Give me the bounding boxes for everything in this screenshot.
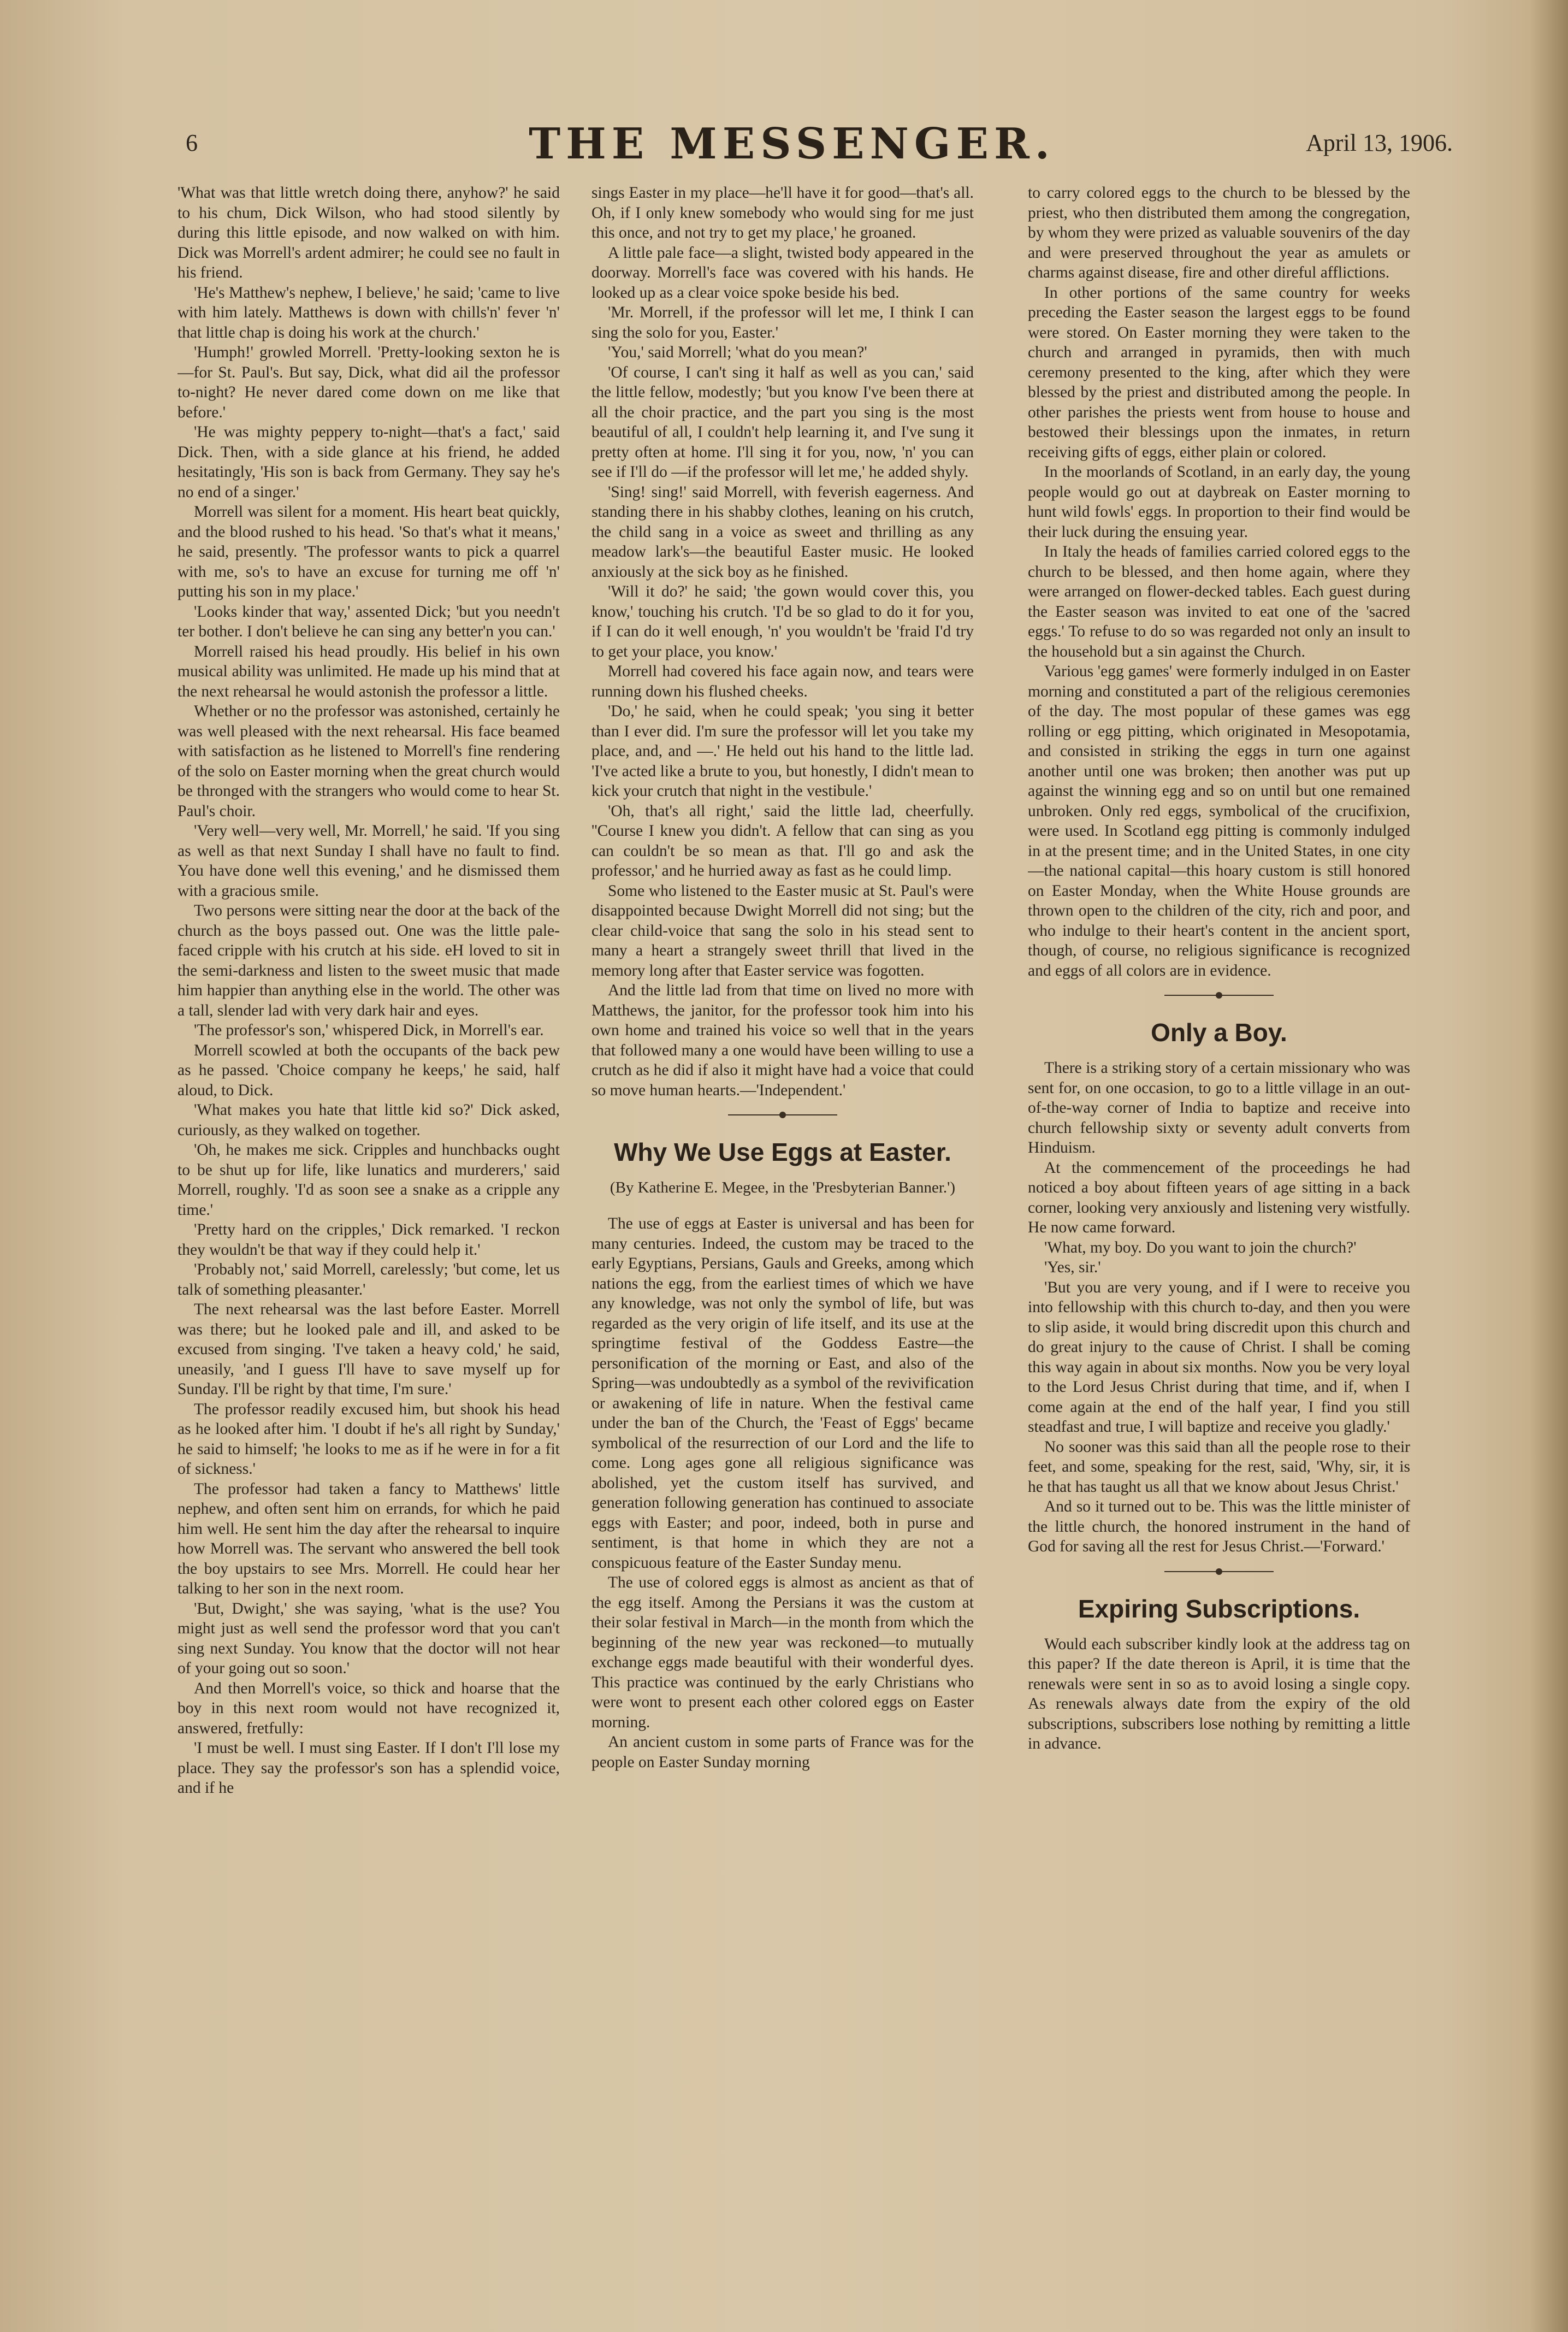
paragraph: 'What was that little wretch doing there, anyhow?' he said to his chum, Dick Wilson, who had stood silently by during this little episode, and now walked on with him. Dick was Morrell's ardent admirer; he could see no fault in his friend. xyxy=(177,184,560,281)
paragraph: 'Oh, that's all right,' said the little lad, cheerfully. ''Course I knew you didn't. A fellow that can sing as you can couldn't be so mean as that. I'll go and ask the professor,' and he hurried away as fast as he could limp. xyxy=(591,802,974,879)
paragraph: to carry colored eggs to the church to be blessed by the priest, who then distributed them among the congregation, by whom they were prized as valuable souvenirs of the day and were preserved throughout the year as amulets or charms against disease, fire and other direful afflictions. xyxy=(1028,184,1410,281)
paragraph: The next rehearsal was the last before Easter. Morrell was there; but he looked pale and ill, and asked to be excused from singing. 'I've taken a heavy cold,' he said, uneasily, 'and I guess I'll have to save myself up for Sunday. I'll be right by that time, I'm sure.' xyxy=(177,1301,560,1398)
paragraph: 'The professor's son,' whispered Dick, in Morrell's ear. xyxy=(194,1022,544,1039)
article-byline: (By Katherine E. Megee, in the 'Presbyterian Banner.') xyxy=(610,1179,956,1196)
paragraph: 'Very well—very well, Mr. Morrell,' he said. 'If you sing as well as that next Sunday I shall have no fault to find. You have done well this evening,' and he dismissed them with a gracious smile. xyxy=(177,822,560,900)
paragraph: Morrell scowled at both the occupants of the back pew as he passed. 'Choice company he keeps,' he said, half aloud, to Dick. xyxy=(177,1041,560,1099)
page-edge-shadow xyxy=(1530,0,1568,2332)
paragraph: 'Do,' he said, when he could speak; 'you sing it better than I ever did. I'm sure the professor will let you take my place, and, and —.' He held out his hand to the little lad. 'I've acted like a brute to you, but honestly, I didn't mean to kick your crutch that night in the vestibule.' xyxy=(591,702,974,800)
issue-date: April 13, 1906. xyxy=(1306,129,1453,156)
article-headline-expiring-subscriptions: Expiring Subscriptions. xyxy=(1078,1594,1360,1623)
page-number: 6 xyxy=(186,129,198,156)
paragraph: 'I must be well. I must sing Easter. If I don't I'll lose my place. They say the professor's son has a splendid voice, and if he xyxy=(177,1739,560,1797)
paragraph: And then Morrell's voice, so thick and hoarse that the boy in this next room would not have recognized it, answered, fretfully: xyxy=(177,1679,560,1737)
paragraph: 'Yes, sir.' xyxy=(1044,1259,1101,1276)
paragraph: 'Of course, I can't sing it half as well as you can,' said the little fellow, modestly; 'but you know I've been there at all the choir practice, and the part you sing is the most beautiful of all, I couldn't help learning it, and I've sung it pretty often at home. I'll sing it for you, now, 'n' you can see if I'll do —if the professor will let me,' he added shyly. xyxy=(591,363,974,481)
paragraph: 'What makes you hate that little kid so?' Dick asked, curiously, as they walked on together. xyxy=(177,1101,560,1139)
paragraph: 'Looks kinder that way,' assented Dick; 'but you needn't ter bother. I don't believe he can sing any better'n you can.' xyxy=(177,603,560,640)
section-divider xyxy=(1164,995,1274,996)
paragraph: Morrell was silent for a moment. His heart beat quickly, and the blood rushed to his head. 'So that's what it means,' he said, presently. 'The professor wants to pick a quarrel with me, so's to have an excuse for turning me off 'n' putting his son in my place.' xyxy=(177,503,560,600)
paragraph: 'Pretty hard on the cripples,' Dick remarked. 'I reckon they wouldn't be that way if they could help it.' xyxy=(177,1221,560,1259)
paragraph: 'Will it do?' he said; 'the gown would cover this, you know,' touching his crutch. 'I'd be so glad to do it for you, if I can do it well enough, 'n' you wouldn't be 'fraid I'd try to get your place, you know.' xyxy=(591,583,974,660)
paragraph: 'Sing! sing!' said Morrell, with feverish eagerness. And standing there in his shabby clothes, leaning on his crutch, the child sang in a voice as sweet and thrilling as any meadow lark's—the beautiful Easter music. He looked anxiously at the sick boy as he finished. xyxy=(591,483,974,581)
paragraph: There is a striking story of a certain missionary who was sent for, on one occasion, to go to a little village in an out-of-the-way corner of India to baptize and receive into church fellowship sixty or seventy adult converts from Hinduism. xyxy=(1028,1059,1410,1156)
column-2 xyxy=(591,183,974,2204)
paragraph: The professor had taken a fancy to Matthews' little nephew, and often sent him on errands, for which he paid him well. He sent him the day after the rehearsal to inquire how Morrell was. The servant who answered the bell took the boy upstairs to see Mrs. Morrell. He could hear her talking to her son in the next room. xyxy=(177,1480,560,1597)
paragraph: At the commencement of the proceedings he had noticed a boy about fifteen years of age sitting in a back corner, looking very anxiously and listening very wistfully. He now came forward. xyxy=(1028,1159,1410,1236)
paragraph: 'But, Dwight,' she was saying, 'what is the use? You might just as well send the professor word that you can't sing next Sunday. You know that the doctor will not hear of your going out so soon.' xyxy=(177,1599,560,1677)
paragraph: No sooner was this said than all the people rose to their feet, and some, speaking for the rest, said, 'Why, sir, it is he that has taught us all that we know about Jesus Christ.' xyxy=(1028,1438,1410,1496)
paragraph: 'Mr. Morrell, if the professor will let me, I think I can sing the solo for you, Easter.' xyxy=(591,304,974,341)
paragraph: Some who listened to the Easter music at St. Paul's were disappointed because Dwight Morrell did not sing; but the clear child-voice that sang the solo in his stead sent to many a heart a strangely sweet thrill that lived in the memory long after that Easter service was fogotten. xyxy=(591,882,974,979)
paragraph: And the little lad from that time on lived no more with Matthews, the janitor, for the professor took him into his own home and trained his voice so well that in the years that followed many a one would have been willing to use a crutch as he did if also it might have had a voice that could so move human hearts.—'Independent.' xyxy=(591,982,974,1099)
paragraph: 'He's Matthew's nephew, I believe,' he said; 'came to live with him lately. Matthews is down with chills'n' fever 'n' that little chap is doing his work at the church.' xyxy=(177,284,560,341)
section-divider xyxy=(728,1114,837,1115)
article-headline-only-a-boy: Only a Boy. xyxy=(1151,1018,1287,1047)
paragraph: A little pale face—a slight, twisted body appeared in the doorway. Morrell's face was covered with his hands. He looked up as a clear voice spoke beside his bed. xyxy=(591,244,974,302)
paragraph: Two persons were sitting near the door at the back of the church as the boys passed out. One was the little pale-faced cripple with his crutch at his side. eH loved to sit in the semi-darkness and listen to the sweet music that made him happier than anything else in the world. The other was a tall, slender lad with very dark hair and eyes. xyxy=(177,902,560,1019)
paragraph: 'Humph!' growled Morrell. 'Pretty-looking sexton he is—for St. Paul's. But say, Dick, what did ail the professor to-night? He never dared come down on me like that before.' xyxy=(177,344,560,421)
column-1 xyxy=(177,183,560,2204)
paragraph: 'What, my boy. Do you want to join the church?' xyxy=(1044,1238,1357,1256)
paragraph: 'He was mighty peppery to-night—that's a fact,' said Dick. Then, with a side glance at his friend, he added hesitatingly, 'His son is back from Germany. They say he's no end of a singer.' xyxy=(177,423,560,501)
paragraph: The use of colored eggs is almost as ancient as that of the egg itself. Among the Persians it was the custom at their solar festival in March—in the month from which the beginning of the new year was reckoned—to mutually exchange eggs made beautiful with their wonderful dyes. This practice was continued by the early Christians who were wont to present each other colored eggs on Easter morning. xyxy=(591,1574,974,1731)
article-headline-eggs: Why We Use Eggs at Easter. xyxy=(614,1138,951,1166)
paragraph: The use of eggs at Easter is universal and has been for many centuries. Indeed, the custom may be traced to the early Egyptians, Persians, Gauls and Greeks, among which nations the egg, from the earliest times of which we have any knowledge, was not only the symbol of life, but was regarded as the very origin of life itself, and its use at the springtime festival of the Goddess Eastre—the personification of the morning or East, and also of the Spring—was undoubtedly as a symbol of the revivification or awakening of life in nature. When the festival came under the ban of the Church, the 'Feast of Eggs' became symbolical of the resurrection of our Lord and the life to come. Long ages gone all religious significance was abolished, yet the custom itself has survived, and generation following generation has continued to associate eggs with Easter; and poor, indeed, both in purse and sentiment, is that home in which they are not a conspicuous feature of the Easter Sunday menu. xyxy=(591,1215,974,1572)
masthead-title: THE MESSENGER. xyxy=(529,119,1055,169)
page-header xyxy=(186,119,1453,179)
paragraph: Morrell raised his head proudly. His belief in his own musical ability was unlimited. He made up his mind that at the next rehearsal he would astonish the professor a little. xyxy=(177,642,560,700)
paragraph: In other portions of the same country for weeks preceding the Easter season the largest eggs to be found were stored. On Easter morning they were taken to the church and arranged in pyramids, then with much ceremony presented to the king, after which they were blessed by the priest and distributed among the people. In other parishes the priests went from house to house and bestowed their blessings upon the inmates, in return receiving gifts of eggs, either plain or colored. xyxy=(1028,284,1410,461)
paragraph: 'But you are very young, and if I were to receive you into fellowship with this church to-day, and then you were to slip aside, it would bring discredit upon this church and do great injury to the cause of Christ. I shall be coming this way again in about six months. Now you be very loyal to the Lord Jesus Christ during that time, and if, when I come again at the end of the half year, I find you still steadfast and true, I will baptize and receive you gladly.' xyxy=(1028,1278,1410,1436)
section-divider xyxy=(1164,1571,1274,1572)
paragraph: In Italy the heads of families carried colored eggs to the church to be blessed, and then home again, where they were arranged on flower-decked tables. Each guest during the Easter season was invited to eat one of the 'sacred eggs.' To refuse to do so was regarded not only an insult to the household but a sin against the Church. xyxy=(1028,543,1410,660)
column-3 xyxy=(1028,183,1410,2204)
paragraph: The professor readily excused him, but shook his head as he looked after him. 'I doubt if he's all right by Sunday,' he said to himself; 'he looks to me as if he were in for a fit of sickness.' xyxy=(177,1400,560,1478)
paragraph: 'Probably not,' said Morrell, carelessly; 'but come, let us talk of something pleasanter.' xyxy=(177,1261,560,1298)
paragraph: And so it turned out to be. This was the little minister of the little church, the honored instrument in the hand of God for saving all the rest for Jesus Christ.—'Forward.' xyxy=(1028,1498,1410,1555)
paragraph: In the moorlands of Scotland, in an early day, the young people would go out at daybreak on Easter morning to hunt wild fowls' eggs. In proportion to their find would be their luck during the ensuing year. xyxy=(1028,463,1410,541)
paragraph: 'You,' said Morrell; 'what do you mean?' xyxy=(608,344,867,361)
paragraph: 'Oh, he makes me sick. Cripples and hunchbacks ought to be shut up for life, like lunatics and murderers,' said Morrell, roughly. 'I'd as soon see a snake as a cripple any time.' xyxy=(177,1141,560,1219)
paragraph: Morrell had covered his face again now, and tears were running down his flushed cheeks. xyxy=(591,663,974,700)
paragraph: An ancient custom in some parts of France was for the people on Easter Sunday morning xyxy=(591,1733,974,1771)
paragraph: Whether or no the professor was astonished, certainly he was well pleased with the next rehearsal. His face beamed with satisfaction as he listened to Morrell's fine rendering of the solo on Easter morning when the great church would be thronged with the strangers who would come to hear St. Paul's choir. xyxy=(177,702,560,820)
paragraph: sings Easter in my place—he'll have it for good—that's all. Oh, if I only knew somebody who would sing for me just this once, and not try to get my place,' he groaned. xyxy=(591,184,974,241)
paragraph: Various 'egg games' were formerly indulged in on Easter morning and constituted a part of the religious ceremonies of the day. The most popular of these games was egg rolling or egg pitting, which originated in Mesopotamia, and consisted in striking the eggs in turn one against another until one was broken; then another was put up against the winning egg and so on until but one remained unbroken. Only red eggs, symbolical of the crucifixion, were used. In Scotland egg pitting is commonly indulged in at the present time; and in the United States, in one city—the national capital—this hoary custom is still honored on Easter Monday, when the White House grounds are thrown open to the children of the city, rich and poor, and who indulge to their heart's content in the ancient sport, though, of course, no religious significance is recognized and eggs of all colors are in evidence. xyxy=(1028,663,1410,979)
paragraph: Would each subscriber kindly look at the address tag on this paper? If the date thereon is April, it is time that the renewals were sent in so as to avoid losing a single copy. As renewals always date from the expiry of the old subscriptions, subscribers lose nothing by remitting a little in advance. xyxy=(1028,1635,1410,1752)
